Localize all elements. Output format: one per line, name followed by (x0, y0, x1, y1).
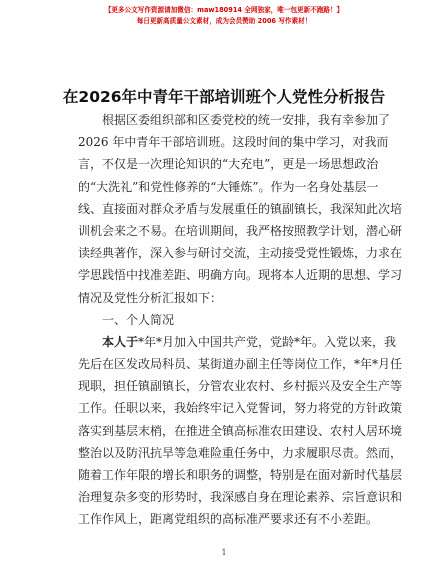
intro-line: 言，不仅是一次理论知识的“大充电”，更是一场思想政治 (78, 157, 379, 172)
section1-line: 现职，担任镇副镇长，分管农业农村、乡村振兴及安全生产等 (78, 379, 403, 394)
section-heading: 一、个人简况 (102, 312, 175, 327)
intro-line: 线、直接面对群众矛盾与发展重任的镇副镇长，我深知此次培 (78, 201, 403, 216)
section1-line: *年*月加入中国共产党，党龄*年。入党以来，我 (138, 334, 397, 349)
section1-line: 治理复杂多变的形势时，我深感自身在理论素养、宗旨意识和 (78, 490, 403, 505)
intro-line: 读经典著作，深入参与研讨交流，主动接受党性锻炼，力求在 (78, 246, 403, 261)
section1-lead: 本人于 (102, 334, 139, 349)
section1-first-line (78, 331, 397, 353)
section1-line: 工作作风上，距离党组织的高标准严要求还有不小差距。 (78, 512, 379, 527)
document-body (78, 109, 403, 531)
section1-line: 随着工作年限的增长和职务的调整，特别是在面对新时代基层 (78, 468, 403, 482)
intro-line: 2026 年中青年干部培训班。这段时间的集中学习，对我而 (78, 135, 389, 150)
intro-line: 根据区委组织部和区委党校的统一安排，我有幸参加了 (102, 113, 391, 127)
promo-banner (0, 5, 448, 27)
intro-line: 训机会来之不易。在培训期间，我严格按照教学计划，潜心研 (78, 223, 403, 238)
section1-line: 先后在区发改局科员、某街道办副主任等岗位工作，*年*月任 (78, 357, 403, 372)
intro-line: 情况及党性分析汇报如下： (78, 290, 223, 305)
intro-line: 学思践悟中找准差距、明确方向。现将本人近期的思想、学习 (78, 268, 403, 283)
section1-line: 整治以及防汛抗旱等急难险重任务中，力求履职尽责。然而， (78, 445, 403, 460)
page-number: 1 (221, 548, 227, 557)
document-title: 在2026年中青年干部培训班个人党性分析报告 (62, 88, 386, 106)
section1-line: 工作。任职以来，我始终牢记入党誓词，努力将党的方针政策 (78, 401, 403, 416)
intro-line: 的“大洗礼”和党性修养的“大锤炼”。作为一名身处基层一 (78, 179, 379, 194)
promo-banner-line2: 每日更新高质量公文素材，成为会员赞助 2006 写作素材！ (136, 17, 312, 25)
section1-line: 落实到基层末梢，在推进全镇高标准农田建设、农村人居环境 (78, 423, 403, 438)
promo-banner-line1: 【更多公文写作资源请加微信：maw180914 全网独家，唯一包更新不跑路！】 (104, 6, 344, 14)
